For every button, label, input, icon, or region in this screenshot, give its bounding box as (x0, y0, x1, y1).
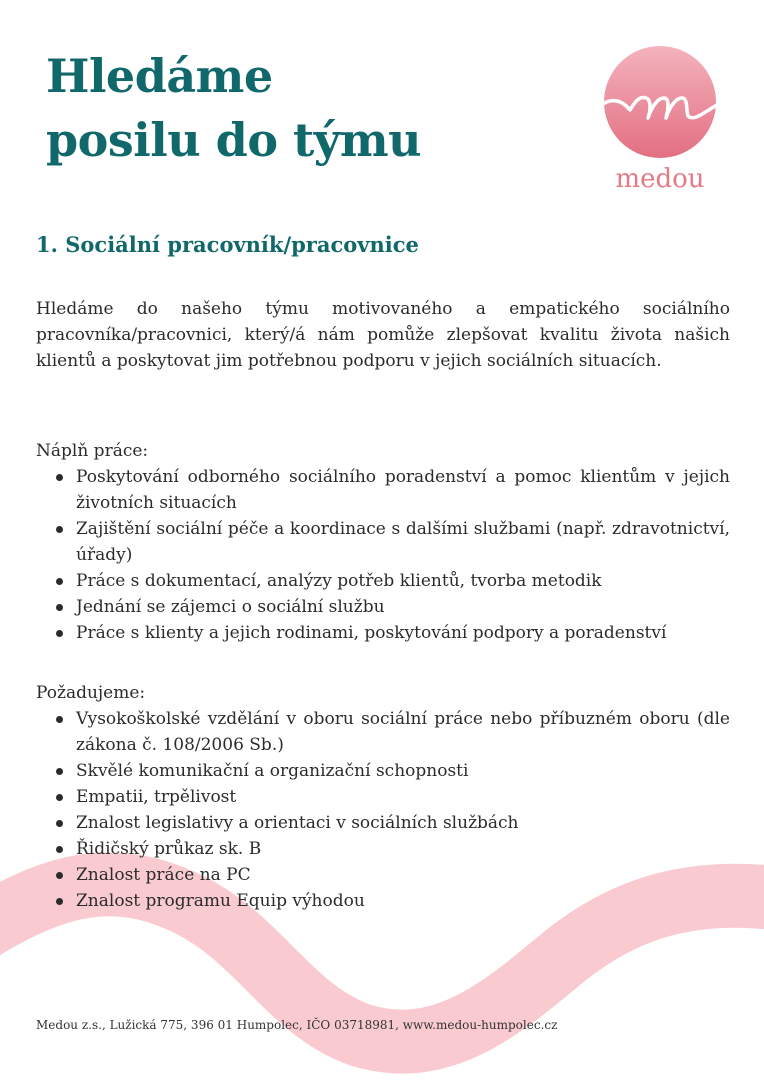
bullet-icon (56, 716, 63, 723)
list-item: Znalost legislativy a orientaci v sociálních službách (54, 810, 730, 836)
bullet-icon (56, 604, 63, 611)
requirements-list (54, 706, 730, 914)
list-item: Poskytování odborného sociálního poradenství a pomoc klientům v jejich životních situacích (54, 464, 730, 516)
title-line-1: Hledáme (46, 49, 273, 103)
title-line-2: posilu do týmu (46, 113, 422, 167)
list-item: Zajištění sociální péče a koordinace s dalšími službami (např. zdravotnictví, úřady) (54, 516, 730, 568)
bullet-icon (56, 846, 63, 853)
list-item: Řidičský průkaz sk. B (54, 836, 730, 862)
bullet-icon (56, 630, 63, 637)
bullet-icon (56, 898, 63, 905)
list-item: Práce s dokumentací, analýzy potřeb klientů, tvorba metodik (54, 568, 730, 594)
bullet-icon (56, 526, 63, 533)
list-item: Práce s klienty a jejich rodinami, poskytování podpory a poradenství (54, 620, 730, 646)
list-item: Jednání se zájemci o sociální službu (54, 594, 730, 620)
list-item: Skvělé komunikační a organizační schopnosti (54, 758, 730, 784)
bullet-icon (56, 794, 63, 801)
bullet-icon (56, 474, 63, 481)
intro-paragraph: Hledáme do našeho týmu motivovaného a empatického sociálního pracovníka/pracovnici, který/á nám pomůže zlepšovat kvalitu života našich klientů a poskytovat jim potřebnou podporu v jejich sociálních situacích. (36, 299, 730, 371)
duties-list (54, 464, 730, 646)
logo-text: medou (615, 164, 705, 194)
list-item: Znalost práce na PC (54, 862, 730, 888)
medou-logo-icon (596, 66, 724, 146)
bullet-icon (56, 578, 63, 585)
footer-contact: Medou z.s., Lužická 775, 396 01 Humpolec, IČO 03718981, www.medou-humpolec.cz (36, 1018, 558, 1032)
list-item: Znalost programu Equip výhodou (54, 888, 730, 914)
medou-logo (604, 46, 716, 206)
bullet-icon (56, 872, 63, 879)
duties-label: Náplň práce: (36, 441, 149, 461)
bullet-icon (56, 768, 63, 775)
list-item: Empatii, trpělivost (54, 784, 730, 810)
list-item: Vysokoškolské vzdělání v oboru sociální práce nebo příbuzném oboru (dle zákona č. 108/2006 Sb.) (54, 706, 730, 758)
position-title: 1. Sociální pracovník/pracovnice (36, 232, 419, 257)
page-title (46, 44, 421, 172)
bullet-icon (56, 820, 63, 827)
requirements-label: Požadujeme: (36, 683, 146, 703)
